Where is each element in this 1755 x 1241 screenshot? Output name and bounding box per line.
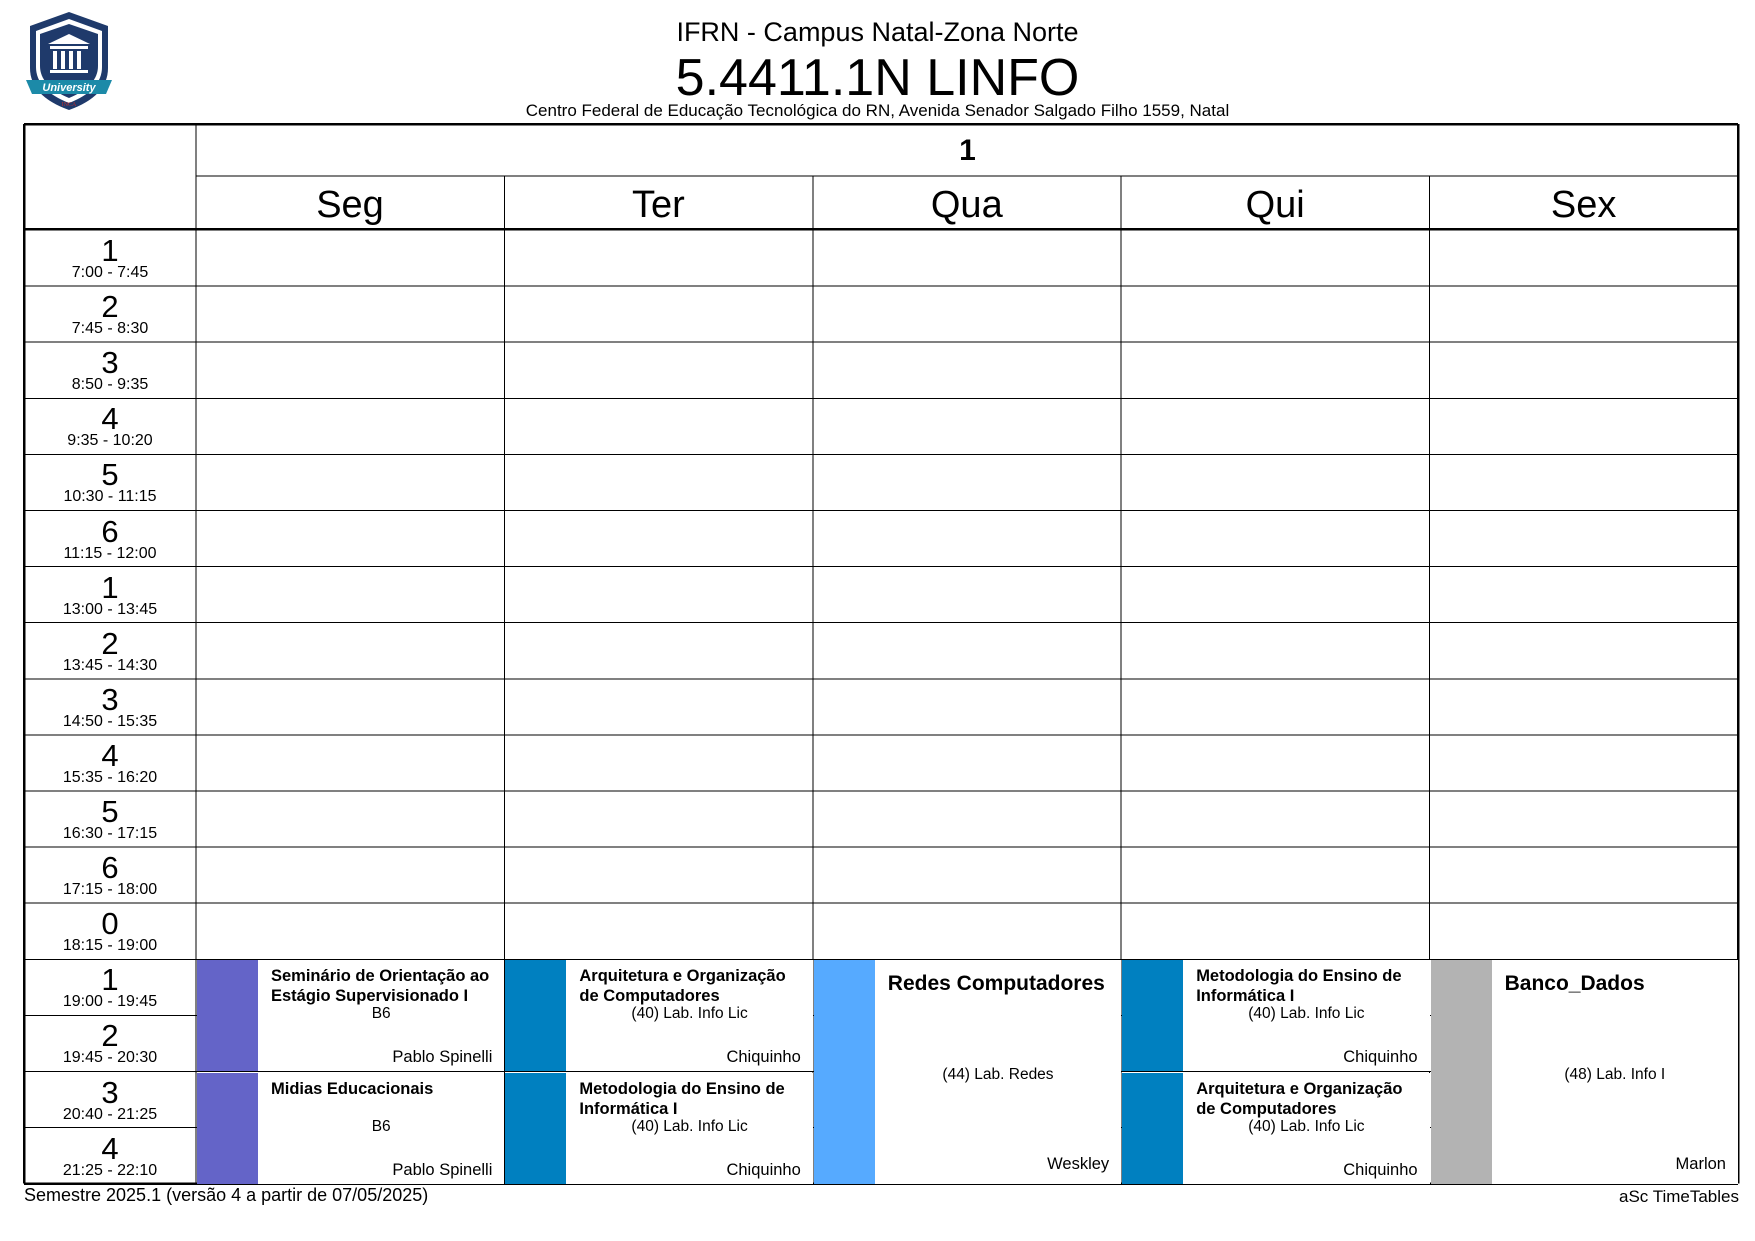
- lesson-room: (44) Lab. Redes: [942, 1065, 1054, 1083]
- lesson-card[interactable]: [1431, 960, 1738, 1183]
- day-header: Ter: [631, 184, 685, 226]
- lesson-color-bar: [197, 960, 258, 1071]
- lesson-teacher: Pablo Spinelli: [392, 1048, 493, 1067]
- period-time: 13:00 - 13:45: [62, 600, 158, 618]
- day-header: Sex: [1550, 184, 1617, 226]
- lesson-card[interactable]: [1122, 960, 1429, 1071]
- lesson-color-bar: [814, 960, 875, 1183]
- period-time: 19:00 - 19:45: [62, 993, 158, 1011]
- period-number: 2: [101, 625, 119, 661]
- lesson-teacher: Weskley: [1047, 1154, 1110, 1173]
- period-time: 8:50 - 9:35: [71, 376, 149, 394]
- lesson-room: (40) Lab. Info Lic: [631, 1117, 748, 1135]
- lesson-room: (48) Lab. Info I: [1564, 1065, 1666, 1083]
- lesson-card[interactable]: [1122, 1073, 1429, 1184]
- svg-text:INCA: INCA: [61, 102, 77, 108]
- lesson-card[interactable]: [505, 960, 812, 1071]
- lesson-room: (40) Lab. Info Lic: [1248, 1117, 1365, 1135]
- day-header: Qua: [930, 184, 1003, 226]
- day-header: Qui: [1245, 184, 1305, 226]
- lesson-card[interactable]: [197, 960, 504, 1071]
- lesson-teacher: Chiquinho: [1343, 1048, 1418, 1067]
- lesson-color-bar: [1122, 960, 1183, 1071]
- period-number: 5: [101, 794, 119, 829]
- lesson-card[interactable]: [197, 1073, 504, 1184]
- period-time: 15:35 - 16:20: [62, 768, 158, 786]
- svg-text:University: University: [42, 82, 96, 94]
- period-time: 18:15 - 19:00: [62, 937, 158, 955]
- lesson-room: (40) Lab. Info Lic: [631, 1005, 748, 1023]
- period-number: 3: [101, 681, 119, 717]
- lesson-color-bar: [1431, 960, 1492, 1183]
- period-number: 6: [101, 850, 119, 886]
- footer-semester: Semestre 2025.1 (versão 4 a partir de 07/05/2025): [24, 1185, 429, 1205]
- lesson-teacher: Chiquinho: [726, 1048, 801, 1067]
- lesson-teacher: Chiquinho: [1343, 1160, 1418, 1179]
- period-number: 1: [101, 233, 119, 268]
- period-number: 5: [101, 457, 119, 493]
- lesson-room: B6: [371, 1005, 391, 1023]
- period-time: 10:30 - 11:15: [63, 488, 157, 506]
- period-time: 7:00 - 7:45: [71, 264, 149, 281]
- day-header: Seg: [316, 184, 384, 226]
- period-number: 4: [101, 737, 119, 773]
- week-label: 1: [959, 134, 976, 167]
- lesson-subject: Banco_Dados: [1504, 972, 1645, 996]
- lesson-teacher: Pablo Spinelli: [392, 1160, 493, 1179]
- period-number: 1: [101, 569, 119, 605]
- period-number: 1: [101, 962, 119, 998]
- period-number: 4: [101, 401, 119, 437]
- lesson-card[interactable]: [505, 1073, 812, 1184]
- lesson-subject: Metodologia do Ensino de Informática I: [579, 1079, 785, 1118]
- lesson-subject: Arquitetura e Organização de Computadores: [579, 967, 786, 1006]
- lesson-subject: Seminário de Orientação ao Estágio Supervisionado I: [271, 967, 490, 1006]
- footer-software: aSc TimeTables: [1619, 1187, 1739, 1206]
- school-address: Centro Federal de Educação Tecnológica do RN, Avenida Senador Salgado Filho 1559, Natal: [525, 101, 1230, 120]
- period-time: 20:40 - 21:25: [62, 1105, 158, 1123]
- lesson-subject: Redes Computadores: [887, 972, 1105, 996]
- period-number: 6: [101, 513, 119, 549]
- class-title: 5.4411.1N LINFO: [675, 49, 1080, 107]
- lesson-room: (40) Lab. Info Lic: [1248, 1005, 1365, 1023]
- lesson-card[interactable]: [814, 960, 1121, 1183]
- lesson-room: B6: [371, 1117, 391, 1135]
- period-number: 2: [101, 289, 119, 325]
- period-number: 3: [101, 345, 119, 381]
- period-number: 4: [101, 1130, 119, 1166]
- period-number: 2: [101, 1018, 119, 1054]
- lesson-subject: Metodologia do Ensino de Informática I: [1196, 967, 1402, 1006]
- period-time: 19:45 - 20:30: [62, 1049, 158, 1067]
- period-time: 11:15 - 12:00: [63, 544, 157, 562]
- lesson-color-bar: [1122, 1073, 1183, 1184]
- period-time: 14:50 - 15:35: [62, 712, 158, 730]
- period-time: 16:30 - 17:15: [62, 825, 158, 842]
- period-time: 17:15 - 18:00: [62, 881, 158, 899]
- period-time: 13:45 - 14:30: [62, 656, 158, 674]
- school-name: IFRN - Campus Natal-Zona Norte: [676, 17, 1079, 47]
- period-time: 9:35 - 10:20: [67, 432, 153, 450]
- lesson-color-bar: [197, 1073, 258, 1184]
- lesson-color-bar: [505, 960, 566, 1071]
- period-time: 7:45 - 8:30: [71, 320, 149, 338]
- lesson-subject: Arquitetura e Organização de Computadores: [1196, 1079, 1403, 1118]
- period-time: 21:25 - 22:10: [62, 1161, 158, 1179]
- lesson-teacher: Marlon: [1675, 1154, 1726, 1173]
- lesson-subject: Midias Educacionais: [271, 1079, 434, 1098]
- period-number: 0: [101, 906, 119, 942]
- lesson-teacher: Chiquinho: [726, 1160, 801, 1179]
- lesson-color-bar: [505, 1073, 566, 1184]
- period-number: 3: [101, 1074, 119, 1110]
